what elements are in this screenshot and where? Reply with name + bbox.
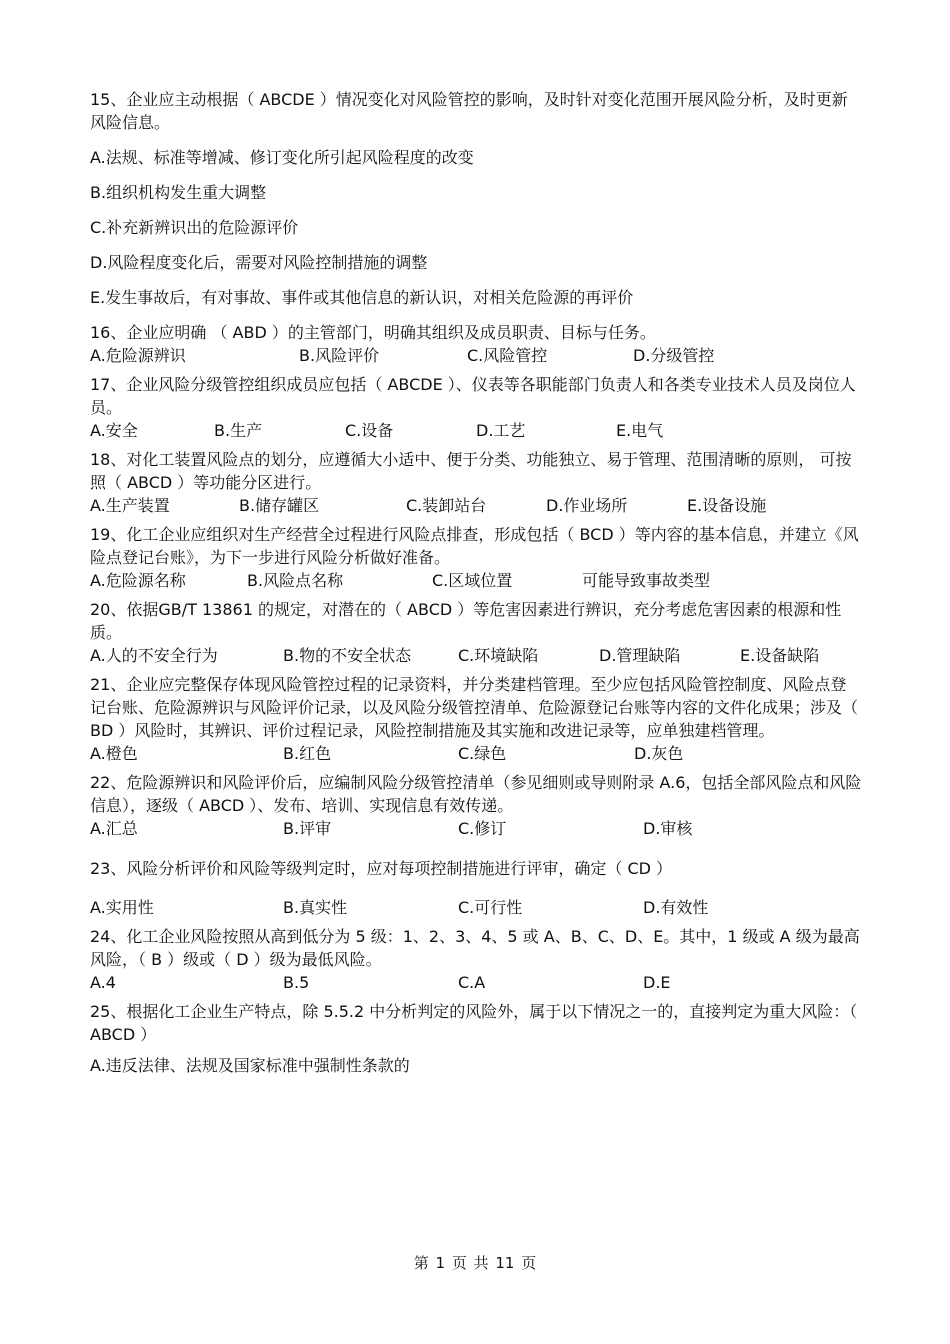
question-25: 25、根据化工企业生产特点，除 5.5.2 中分析判定的风险外，属于以下情况之一的，直接判定为重大风险：（ ABCD ）	[90, 1002, 858, 1044]
question-18: 18、对化工装置风险点的划分，应遵循大小适中、便于分类、功能独立、易于管理、范围清晰的原则， 可按照（ ABCD ）等功能分区进行。	[90, 450, 852, 492]
question-20: 20、依据GB/T 13861 的规定，对潜在的（ ABCD ）等危害因素进行辨识，充分考虑危害因素的根源和性质。	[90, 600, 842, 642]
options-18	[90, 494, 862, 517]
option-15-c: C.补充新辨识出的危险源评价	[90, 218, 299, 237]
option-17-b: B.生产	[214, 421, 263, 440]
option-21-d: D.灰色	[634, 744, 684, 763]
options-24	[90, 971, 862, 994]
option-23-a: A.实用性	[90, 898, 154, 917]
option-18-c: C.装卸站台	[406, 496, 487, 515]
option-24-c: C.A	[458, 973, 486, 992]
option-18-d: D.作业场所	[546, 496, 628, 515]
option-18-a: A.生产装置	[90, 496, 170, 515]
page-number-footer: 第 1 页 共 11 页	[413, 1254, 537, 1272]
option-19-a: A.危险源名称	[90, 571, 186, 590]
option-20-e: E.设备缺陷	[740, 646, 820, 665]
option-20-c: C.环境缺陷	[458, 646, 539, 665]
option-21-c: C.绿色	[458, 744, 507, 763]
option-23-c: C.可行性	[458, 898, 523, 917]
question-21: 21、企业应完整保存体现风险管控过程的记录资料，并分类建档管理。至少应包括风险管控制度、风险点登记台账、危险源辨识与风险评价记录，以及风险分级管控清单、危险源登记台账等内容的文件化成果；涉及（ BD ）风险时，其辨识、评价过程记录，风险控制措施及其实施和改进记录等，应单独建档管理。	[90, 675, 859, 740]
question-17: 17、企业风险分级管控组织成员应包括（ ABCDE ）、仪表等各职能部门负责人和各类专业技术人员及岗位人员。	[90, 375, 856, 417]
option-16-a: A.危险源辨识	[90, 346, 186, 365]
option-15-a: A.法规、标准等增减、修订变化所引起风险程度的改变	[90, 148, 474, 167]
option-19-d: 可能导致事故类型	[582, 571, 711, 590]
options-23	[90, 896, 862, 919]
options-19	[90, 569, 862, 592]
options-17	[90, 419, 862, 442]
option-17-e: E.电气	[616, 421, 664, 440]
question-15: 15、企业应主动根据（ ABCDE ）情况变化对风险管控的影响，及时针对变化范围开展风险分析，及时更新风险信息。	[90, 90, 848, 132]
question-22: 22、危险源辨识和风险评价后，应编制风险分级管控清单（参见细则或导则附录 A.6，包括全部风险点和风险信息），逐级（ ABCD ）、发布、培训、实现信息有效传递。	[90, 773, 862, 815]
option-21-a: A.橙色	[90, 744, 138, 763]
options-16	[90, 344, 862, 367]
option-23-b: B.真实性	[283, 898, 348, 917]
option-25-a: A.违反法律、法规及国家标准中强制性条款的	[90, 1056, 410, 1075]
question-24: 24、化工企业风险按照从高到低分为 5 级：1、2、3、4、5 或 A、B、C、D、E。其中，1 级或 A 级为最高风险，（ B ）级或（ D ）级为最低风险。	[90, 927, 860, 969]
option-16-d: D.分级管控	[633, 346, 715, 365]
options-20	[90, 644, 862, 667]
option-24-d: D.E	[643, 973, 671, 992]
option-16-b: B.风险评价	[299, 346, 380, 365]
question-19: 19、化工企业应组织对生产经营全过程进行风险点排查，形成包括（ BCD ）等内容的基本信息，并建立《风险点登记台账》，为下一步进行风险分析做好准备。	[90, 525, 859, 567]
option-22-a: A.汇总	[90, 819, 138, 838]
option-15-e: E.发生事故后，有对事故、事件或其他信息的新认识，对相关危险源的再评价	[90, 288, 634, 307]
option-16-c: C.风险管控	[467, 346, 548, 365]
question-list	[90, 88, 862, 1077]
question-23: 23、风险分析评价和风险等级判定时，应对每项控制措施进行评审，确定（ CD ）	[90, 859, 673, 878]
option-17-d: D.工艺	[476, 421, 526, 440]
options-21	[90, 742, 862, 765]
option-19-c: C.区域位置	[432, 571, 513, 590]
option-24-b: B.5	[283, 973, 310, 992]
option-21-b: B.红色	[283, 744, 332, 763]
option-22-b: B.评审	[283, 819, 332, 838]
option-22-d: D.审核	[643, 819, 693, 838]
option-17-c: C.设备	[345, 421, 394, 440]
option-20-a: A.人的不安全行为	[90, 646, 218, 665]
option-15-d: D.风险程度变化后，需要对风险控制措施的调整	[90, 253, 428, 272]
option-17-a: A.安全	[90, 421, 138, 440]
option-20-d: D.管理缺陷	[599, 646, 681, 665]
option-22-c: C.修订	[458, 819, 507, 838]
option-18-b: B.储存罐区	[239, 496, 320, 515]
option-18-e: E.设备设施	[687, 496, 767, 515]
option-15-b: B.组织机构发生重大调整	[90, 183, 267, 202]
options-22	[90, 817, 862, 840]
question-16: 16、企业应明确 （ ABD ）的主管部门，明确其组织及成员职责、目标与任务。	[90, 323, 656, 342]
option-19-b: B.风险点名称	[247, 571, 344, 590]
option-23-d: D.有效性	[643, 898, 709, 917]
option-20-b: B.物的不安全状态	[283, 646, 412, 665]
option-24-a: A.4	[90, 973, 116, 992]
